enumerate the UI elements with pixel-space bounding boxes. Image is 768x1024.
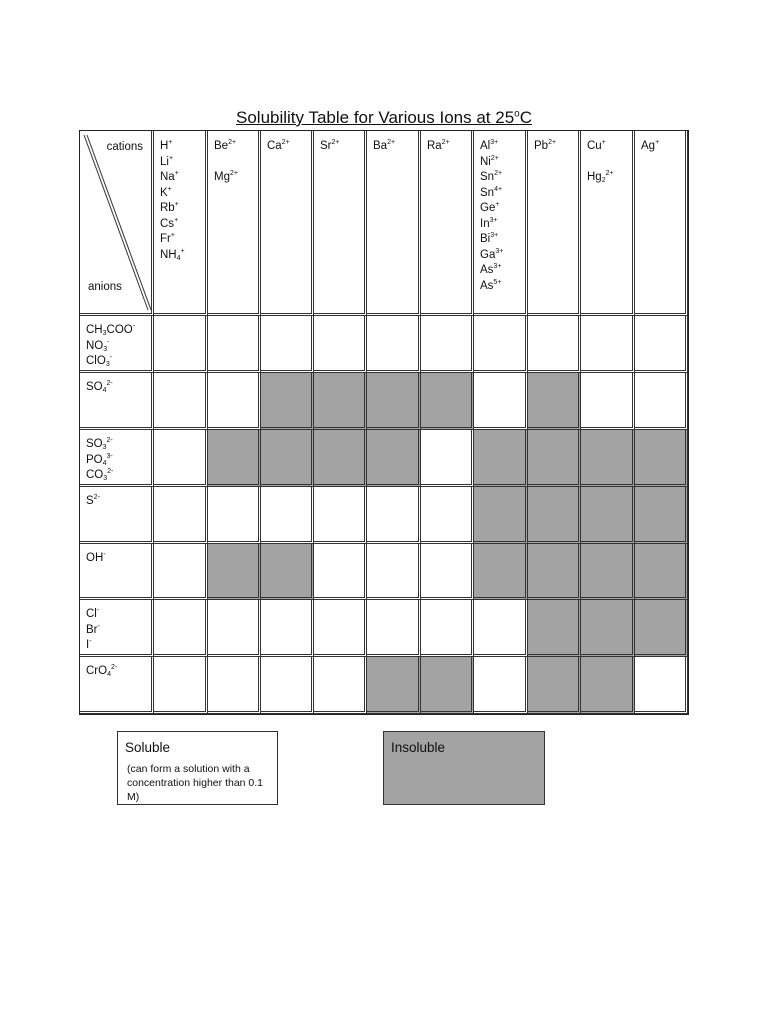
ion-symbol: Ag — [641, 140, 656, 152]
anion-ion — [86, 453, 151, 469]
ion-symbol: Cs — [160, 217, 175, 230]
ion-symbol: In — [480, 217, 490, 230]
insoluble-cell — [635, 487, 688, 544]
ion-symbol: Sr — [320, 140, 332, 152]
soluble-cell — [474, 373, 528, 430]
insoluble-cell — [367, 430, 421, 487]
soluble-cell — [474, 600, 528, 657]
ion-symbol: Li — [160, 155, 169, 168]
insoluble-cell — [528, 373, 581, 430]
ion-symbol: Ca — [267, 140, 282, 152]
insoluble-cell — [581, 487, 635, 544]
ion-charge: 2+ — [331, 139, 340, 146]
ion-symbol: Ni — [480, 155, 491, 168]
insoluble-cell — [528, 657, 581, 714]
anion-header-cell — [80, 316, 154, 373]
ion-charge: - — [109, 354, 113, 361]
insoluble-cell — [261, 373, 314, 430]
cation-ion — [587, 170, 632, 186]
ion-symbol: CH — [86, 324, 103, 336]
anion-header-cell — [80, 430, 154, 487]
cation-ion — [480, 279, 525, 295]
ion-symbol: Mg — [214, 171, 230, 183]
title-unit: C — [519, 108, 532, 127]
ion-charge: 2- — [93, 494, 100, 501]
ion-subscript: 3 — [102, 330, 107, 337]
ion-charge: 5+ — [493, 278, 502, 286]
soluble-cell — [208, 600, 261, 657]
insoluble-cell — [474, 430, 528, 487]
cation-header-cell — [635, 131, 688, 316]
anions-label: anions — [88, 281, 122, 293]
soluble-cell — [208, 373, 261, 430]
insoluble-cell — [581, 600, 635, 657]
anion-ion — [86, 623, 151, 639]
ion-symbol: H — [160, 140, 169, 152]
soluble-cell — [421, 600, 474, 657]
ion-charge: 2+ — [494, 170, 503, 177]
ion-symbol: Pb — [534, 140, 549, 152]
cation-ion — [534, 139, 578, 155]
insoluble-cell — [314, 373, 367, 430]
anion-ion — [86, 468, 151, 484]
soluble-cell — [154, 487, 208, 544]
anion-ion — [86, 638, 151, 654]
soluble-cell — [367, 487, 421, 544]
cation-header-cell — [528, 131, 581, 316]
soluble-cell — [635, 316, 688, 373]
soluble-cell — [421, 430, 474, 487]
ion-symbol: NO — [86, 339, 104, 352]
cation-ion — [480, 263, 525, 279]
soluble-cell — [154, 600, 208, 657]
cation-ion — [214, 139, 258, 155]
ion-symbol: Hg — [587, 171, 602, 183]
ion-symbol: As — [480, 264, 494, 276]
insoluble-cell — [421, 373, 474, 430]
cation-ion — [320, 139, 364, 155]
ion-subscript: 3 — [102, 444, 107, 451]
ion-charge: 2+ — [548, 139, 557, 146]
cation-ion — [480, 139, 525, 155]
anion-header-cell — [80, 373, 154, 430]
ion-symbol: Bi — [480, 233, 491, 245]
cation-ion — [480, 170, 525, 186]
ion-charge: 3+ — [495, 247, 504, 255]
ion-subscript: 4 — [176, 254, 181, 262]
soluble-cell — [314, 600, 367, 657]
soluble-cell — [154, 373, 208, 430]
ion-symbol: Sn — [480, 186, 495, 199]
cation-ion — [427, 139, 471, 155]
ion-symbol: S — [86, 495, 94, 507]
soluble-cell — [261, 487, 314, 544]
ion-charge: 3+ — [490, 232, 499, 239]
ion-charge: 3+ — [493, 263, 502, 270]
ion-charge: 3+ — [489, 216, 498, 224]
ion-charge: 2+ — [228, 139, 237, 146]
anion-ion — [86, 339, 151, 355]
cation-ion — [480, 217, 525, 233]
insoluble-cell — [474, 487, 528, 544]
ion-symbol: Be — [214, 140, 229, 152]
legend-soluble-description: (can form a solution with a concentration higher than 0.1 M) — [127, 763, 264, 803]
ion-charge: 2- — [106, 380, 113, 387]
soluble-cell — [635, 373, 688, 430]
ion-charge: + — [655, 139, 660, 146]
cation-ion — [267, 139, 311, 155]
cations-label: cations — [106, 141, 143, 153]
ion-symbol: Al — [480, 140, 491, 152]
anion-header-cell — [80, 657, 154, 714]
anion-ion — [86, 437, 151, 453]
soluble-cell — [367, 544, 421, 600]
insoluble-cell — [581, 544, 635, 600]
cation-ion — [480, 186, 525, 202]
ion-charge: + — [170, 232, 175, 239]
soluble-cell — [474, 316, 528, 373]
cation-ion — [480, 232, 525, 248]
insoluble-cell — [528, 430, 581, 487]
cation-ion — [160, 170, 205, 186]
cation-header-cell — [154, 131, 208, 316]
soluble-cell — [208, 657, 261, 714]
ion-symbol: K — [160, 186, 168, 199]
anion-ion — [86, 551, 151, 567]
cation-ion — [641, 139, 685, 155]
insoluble-cell — [208, 430, 261, 487]
insoluble-cell — [635, 600, 688, 657]
ion-symbol-tail: COO — [106, 324, 133, 336]
soluble-cell — [314, 316, 367, 373]
ion-charge: + — [495, 201, 500, 208]
cation-header-cell — [581, 131, 635, 316]
cation-ion — [373, 139, 418, 155]
cation-ion — [160, 232, 205, 248]
insoluble-cell — [581, 430, 635, 487]
anion-header-cell — [80, 487, 154, 544]
page-title — [0, 108, 768, 128]
cation-ion — [480, 201, 525, 217]
cation-ion — [480, 248, 525, 264]
soluble-cell — [261, 657, 314, 714]
ion-spacer — [214, 155, 258, 171]
ion-symbol: Ga — [480, 248, 496, 261]
corner-header-cell — [80, 131, 154, 316]
ion-subscript: 2 — [601, 177, 606, 184]
ion-symbol: OH — [86, 552, 104, 564]
anion-ion — [86, 494, 151, 510]
soluble-cell — [421, 316, 474, 373]
ion-charge: 2- — [111, 664, 118, 671]
soluble-cell — [421, 487, 474, 544]
anion-header-cell — [80, 600, 154, 657]
soluble-cell — [261, 600, 314, 657]
cation-ion — [480, 155, 525, 171]
ion-charge: - — [103, 551, 106, 558]
ion-charge: - — [97, 622, 100, 630]
insoluble-cell — [528, 600, 581, 657]
soluble-cell — [154, 430, 208, 487]
title-degree: o — [514, 108, 520, 120]
insoluble-cell — [528, 487, 581, 544]
cation-ion — [160, 248, 205, 264]
ion-symbol: ClO — [86, 355, 106, 367]
ion-symbol: Ra — [427, 140, 442, 152]
ion-symbol: SO — [86, 438, 103, 450]
title-text: Solubility Table for Various Ions at 25 — [236, 108, 515, 127]
ion-symbol: Cu — [587, 140, 602, 152]
soluble-cell — [314, 487, 367, 544]
cation-header-cell — [367, 131, 421, 316]
soluble-cell — [154, 316, 208, 373]
insoluble-cell — [261, 544, 314, 600]
insoluble-cell — [314, 430, 367, 487]
solubility-table — [80, 131, 688, 714]
insoluble-cell — [635, 430, 688, 487]
ion-charge: + — [167, 185, 172, 193]
cation-ion — [160, 139, 205, 155]
ion-charge: 3- — [106, 452, 113, 460]
anion-ion — [86, 354, 151, 370]
ion-charge: 2+ — [229, 170, 238, 177]
legend-soluble — [117, 731, 278, 805]
cation-ion — [214, 170, 258, 186]
ion-symbol: Br — [86, 623, 98, 636]
anion-ion — [86, 323, 151, 339]
ion-symbol: Cl — [86, 608, 97, 620]
ion-symbol: PO — [86, 453, 103, 466]
ion-charge: 4+ — [494, 185, 503, 193]
ion-charge: + — [174, 170, 179, 177]
ion-symbol: CrO — [86, 665, 108, 677]
soluble-cell — [208, 487, 261, 544]
cation-ion — [160, 217, 205, 233]
soluble-cell — [581, 316, 635, 373]
soluble-cell — [367, 316, 421, 373]
soluble-cell — [367, 600, 421, 657]
ion-symbol: NH — [160, 248, 177, 261]
cation-ion — [160, 186, 205, 202]
ion-subscript: 3 — [103, 475, 108, 482]
legend-soluble-label: Soluble — [125, 740, 171, 755]
anion-ion — [86, 380, 151, 396]
cation-header-cell — [261, 131, 314, 316]
ion-subscript: 4 — [102, 387, 107, 394]
ion-charge: 3+ — [490, 139, 499, 146]
ion-charge: - — [96, 607, 100, 614]
ion-charge: 2+ — [387, 139, 396, 146]
ion-charge: 2- — [106, 437, 113, 444]
cation-ion — [587, 139, 632, 155]
soluble-cell — [314, 544, 367, 600]
ion-charge: 2+ — [490, 154, 499, 162]
ion-charge: 2+ — [605, 170, 614, 177]
soluble-cell — [421, 544, 474, 600]
ion-charge: - — [132, 323, 136, 330]
soluble-cell — [635, 657, 688, 714]
ion-charge: + — [601, 139, 606, 146]
soluble-cell — [474, 657, 528, 714]
ion-subscript: 4 — [107, 671, 111, 678]
insoluble-cell — [421, 657, 474, 714]
soluble-cell — [581, 373, 635, 430]
ion-charge: + — [174, 201, 179, 208]
ion-charge: + — [168, 139, 173, 146]
ion-symbol: Fr — [160, 233, 171, 245]
cation-ion — [160, 201, 205, 217]
insoluble-cell — [367, 657, 421, 714]
ion-symbol: Ge — [480, 202, 496, 214]
ion-symbol: Na — [160, 171, 175, 183]
ion-charge: 2+ — [441, 139, 450, 146]
ion-charge: + — [168, 154, 174, 162]
cation-ion — [160, 155, 205, 171]
ion-symbol: Rb — [160, 202, 175, 214]
ion-subscript: 3 — [103, 345, 108, 353]
cation-header-cell — [208, 131, 261, 316]
ion-symbol: SO — [86, 381, 103, 393]
legend-insoluble-label: Insoluble — [391, 740, 446, 755]
ion-charge: + — [180, 247, 185, 255]
ion-symbol: Sn — [480, 171, 495, 183]
anion-ion — [86, 664, 151, 680]
soluble-cell — [154, 657, 208, 714]
anion-ion — [86, 607, 151, 623]
soluble-cell — [528, 316, 581, 373]
insoluble-cell — [635, 544, 688, 600]
insoluble-cell — [528, 544, 581, 600]
insoluble-cell — [208, 544, 261, 600]
cation-header-cell — [474, 131, 528, 316]
anion-header-cell — [80, 544, 154, 600]
ion-charge: 2+ — [281, 139, 290, 146]
soluble-cell — [208, 316, 261, 373]
insoluble-cell — [261, 430, 314, 487]
insoluble-cell — [581, 657, 635, 714]
ion-charge: - — [107, 338, 110, 346]
ion-symbol: I — [86, 639, 90, 651]
soluble-cell — [314, 657, 367, 714]
soluble-cell — [261, 316, 314, 373]
ion-charge: - — [89, 638, 92, 645]
insoluble-cell — [474, 544, 528, 600]
ion-spacer — [587, 155, 632, 171]
soluble-cell — [154, 544, 208, 600]
ion-symbol: CO — [86, 469, 104, 481]
insoluble-cell — [367, 373, 421, 430]
ion-charge: + — [174, 216, 179, 224]
ion-charge: 2- — [107, 468, 114, 475]
cation-header-cell — [314, 131, 367, 316]
legend-insoluble — [383, 731, 545, 805]
cation-header-cell — [421, 131, 474, 316]
ion-subscript: 4 — [102, 459, 107, 467]
ion-symbol: As — [480, 279, 494, 292]
ion-symbol: Ba — [373, 140, 388, 152]
ion-subscript: 3 — [105, 361, 110, 368]
